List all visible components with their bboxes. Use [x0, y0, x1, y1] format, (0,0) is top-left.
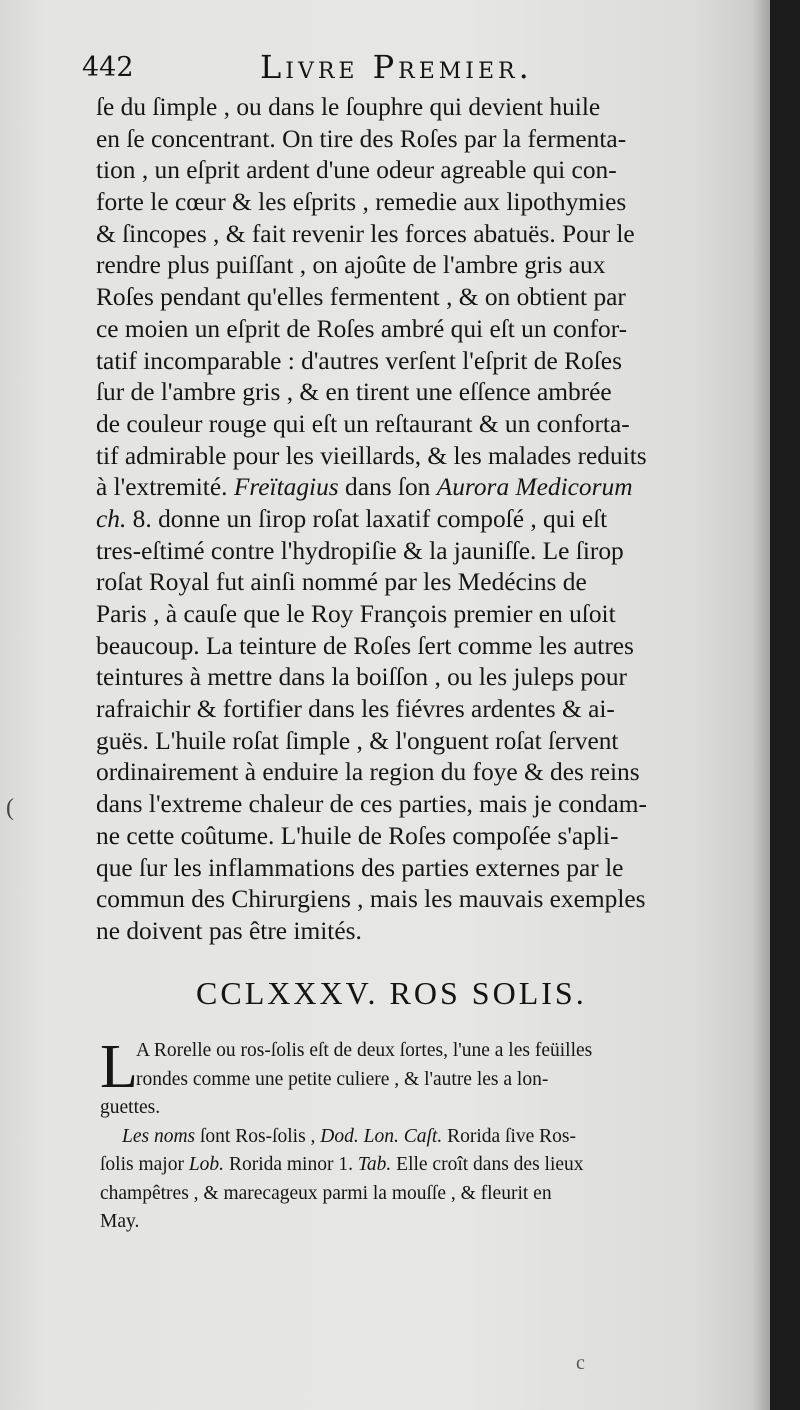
text-segment: Elle croît dans des lieux — [391, 1154, 584, 1175]
text-line — [96, 504, 746, 536]
text-line: rendre plus puiſſant , on ajoûte de l'ambre gris aux — [96, 251, 606, 280]
text-line: beaucoup. La teinture de Roſes ſert comme les autres — [96, 631, 634, 660]
text-line: ce moien un eſprit de Roſes ambré qui eſt un confor- — [96, 314, 628, 343]
text-line: A Rorelle ou ros-ſolis eſt de deux ſortes, l'une a les feüilles — [136, 1040, 593, 1061]
author-abbrev: Tab. — [357, 1154, 392, 1175]
text-line: tres-eſtimé contre l'hydropiſie & la jauniſſe. Le ſirop — [96, 536, 624, 565]
text-line: forte le cœur & les eſprits , remedie aux lipothymies — [96, 188, 627, 217]
text-segment: ſont Ros-ſolis , — [195, 1125, 321, 1147]
author-abbrev: Lob. — [188, 1154, 225, 1175]
running-head — [82, 48, 742, 88]
author-abbrev: Dod. Lon. Caſt. — [320, 1125, 443, 1147]
text-line: que ſur les inflammations des parties externes par le — [96, 853, 624, 882]
text-segment: à l'extremité. — [96, 473, 228, 502]
text-line: tatif incomparable : d'autres verſent l'eſprit de Roſes — [96, 346, 622, 375]
text-line: en ſe concentrant. On tire des Roſes par la fermenta- — [96, 124, 627, 153]
text-line: Roſes pendant qu'elles fermentent , & on obtient par — [96, 283, 626, 312]
text-line: ordinairement à enduire la region du foye & des reins — [96, 758, 640, 787]
body-text — [96, 92, 746, 948]
names-label: Les noms — [122, 1125, 196, 1147]
author-name: Freïtagius — [233, 473, 339, 502]
text-segment: dans ſon — [338, 473, 437, 502]
text-line — [100, 1151, 750, 1180]
text-line: Paris , à cauſe que le Roy François premier en uſoit — [96, 600, 616, 628]
text-line: rondes comme une petite culiere , & l'autre les a lon- — [136, 1068, 549, 1090]
ros-solis-entry — [100, 1033, 750, 1237]
text-line: tion , un eſprit ardent d'une odeur agreable qui con- — [96, 156, 617, 185]
text-segment: Rorida minor 1. — [224, 1154, 358, 1175]
text-line: dans l'extreme chaleur de ces parties, mais je condam- — [96, 790, 647, 819]
text-line: ſur de l'ambre gris , & en tirent une eſſence ambrée — [96, 378, 612, 407]
text-line: ne doivent pas être imités. — [96, 916, 362, 945]
chapter-reference: ch. — [96, 504, 127, 533]
section-heading: CCLXXXV. ROS SOLIS. — [196, 975, 587, 1011]
text-line: de couleur rouge qui eſt un reſtaurant & un conforta- — [96, 409, 630, 438]
text-line — [100, 1123, 750, 1152]
text-line: & ſincopes , & fait revenir les forces abatuës. Pour le — [96, 219, 635, 248]
drop-cap: L — [100, 1033, 138, 1101]
text-line: guës. L'huile roſat ſimple , & l'onguent roſat ſervent — [96, 726, 619, 755]
book-reference: Aurora Medicorum — [436, 473, 633, 502]
text-line — [96, 472, 746, 504]
text-line: roſat Royal fut ainſi nommé par les Medécins de — [96, 568, 587, 597]
book-title: Livre Premier. — [260, 48, 533, 86]
text-line: commun des Chirurgiens , mais les mauvais exemples — [96, 885, 646, 914]
text-line: ne cette coûtume. L'huile de Roſes compoſée s'apli- — [96, 821, 619, 850]
page-number: 442 — [82, 52, 134, 83]
text-segment: Rorida ſive Ros- — [442, 1125, 576, 1147]
text-line: champêtres , & marecageux parmi la mouſſe , & fleurit en — [100, 1182, 552, 1204]
text-segment: ſolis major — [100, 1154, 189, 1175]
text-line: tif admirable pour les vieillards, & les malades reduits — [96, 441, 647, 470]
text-line: guettes. — [100, 1097, 161, 1118]
margin-mark: ( — [6, 795, 14, 821]
text-segment: 8. donne un ſirop roſat laxatif compoſé , qui eſt — [126, 504, 608, 533]
text-line: May. — [100, 1211, 140, 1232]
text-line: teintures à mettre dans la boiſſon , ou les juleps pour — [96, 663, 627, 692]
bottom-mark: c — [576, 1352, 585, 1374]
text-line: rafraichir & fortifier dans les fiévres ardentes & ai- — [96, 695, 615, 724]
text-line: ſe du ſimple , ou dans le ſouphre qui devient huile — [96, 93, 601, 121]
